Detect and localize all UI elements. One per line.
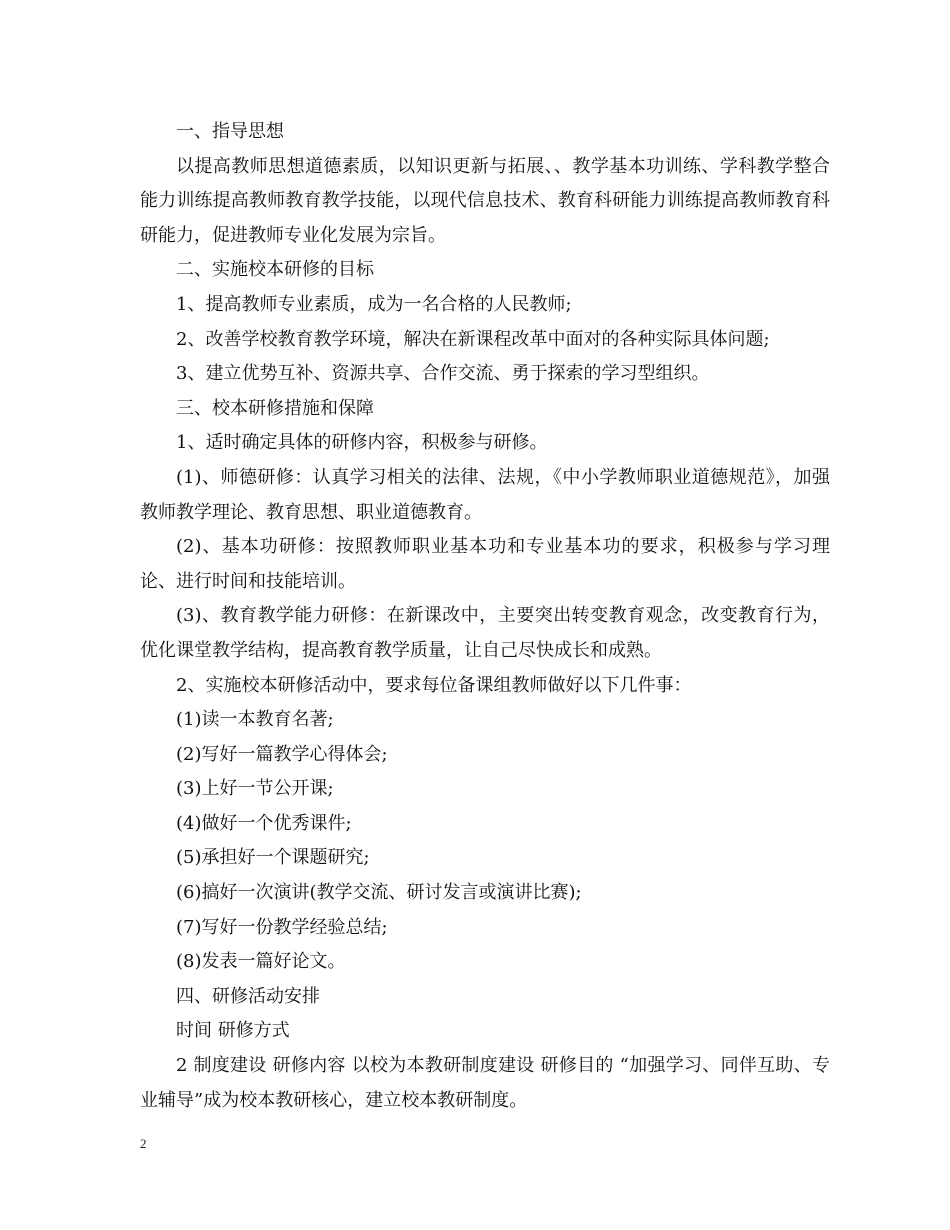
goal-item-3: 3、建立优势互补、资源共享、合作交流、勇于探索的学习型组织。 [176, 363, 710, 385]
schedule-row-2: 2 制度建设 研修内容 以校为本教研制度建设 研修目的 “加强学习、同伴互助、专业辅导”成为校本教研核心，建立校本教研制度。 [140, 1055, 830, 1111]
page-number: 2 [140, 1136, 147, 1151]
task-item-1: (1)读一本教育名著; [176, 709, 334, 731]
goal-item-1: 1、提高教师专业素质，成为一名合格的人民教师; [176, 293, 572, 315]
task-item-7: (7)写好一份教学经验总结; [176, 916, 388, 938]
paragraph-guiding-thought: 以提高教师思想道德素质，以知识更新与拓展、、教学基本功训练、学科教学整合能力训练提高教师教育教学技能，以现代信息技术、教育科研能力训练提高教师教育科研能力，促进教师专业化发展为宗旨。 [140, 155, 830, 246]
document-body [140, 115, 830, 1118]
section-heading-measures: 三、校本研修措施和保障 [176, 397, 374, 419]
task-item-5: (5)承担好一个课题研究; [176, 847, 370, 869]
schedule-header-row: 时间 研修方式 [176, 1020, 290, 1042]
task-item-4: (4)做好一个优秀课件; [176, 812, 352, 834]
goal-item-2: 2、改善学校教育教学环境，解决在新课程改革中面对的各种实际具体问题; [176, 328, 770, 350]
measure-item-1: 1、适时确定具体的研修内容，积极参与研修。 [176, 432, 548, 454]
measure-subitem-teaching-ability: (3)、教育教学能力研修：在新课改中，主要突出转变教育观念，改变教育行为，优化课堂教学结构，提高教育教学质量，让自己尽快成长和成熟。 [140, 605, 830, 661]
measure-item-2: 2、实施校本研修活动中，要求每位备课组教师做好以下几件事： [176, 674, 692, 696]
measure-subitem-ethics: (1)、师德研修：认真学习相关的法律、法规，《中小学教师职业道德规范》，加强教师教学理论、教育思想、职业道德教育。 [140, 466, 830, 523]
section-heading-goals: 二、实施校本研修的目标 [176, 259, 374, 281]
measure-subitem-basic-skills: (2)、基本功研修：按照教师职业基本功和专业基本功的要求，积极参与学习理论、进行时间和技能培训。 [140, 536, 830, 592]
task-item-2: (2)写好一篇教学心得体会; [176, 743, 388, 765]
task-item-8: (8)发表一篇好论文。 [176, 951, 346, 973]
task-item-3: (3)上好一节公开课; [176, 778, 334, 800]
section-heading-schedule: 四、研修活动安排 [176, 985, 320, 1007]
task-item-6: (6)搞好一次演讲(教学交流、研讨发言或演讲比赛); [176, 882, 582, 904]
section-heading-guiding-thought: 一、指导思想 [176, 121, 284, 142]
